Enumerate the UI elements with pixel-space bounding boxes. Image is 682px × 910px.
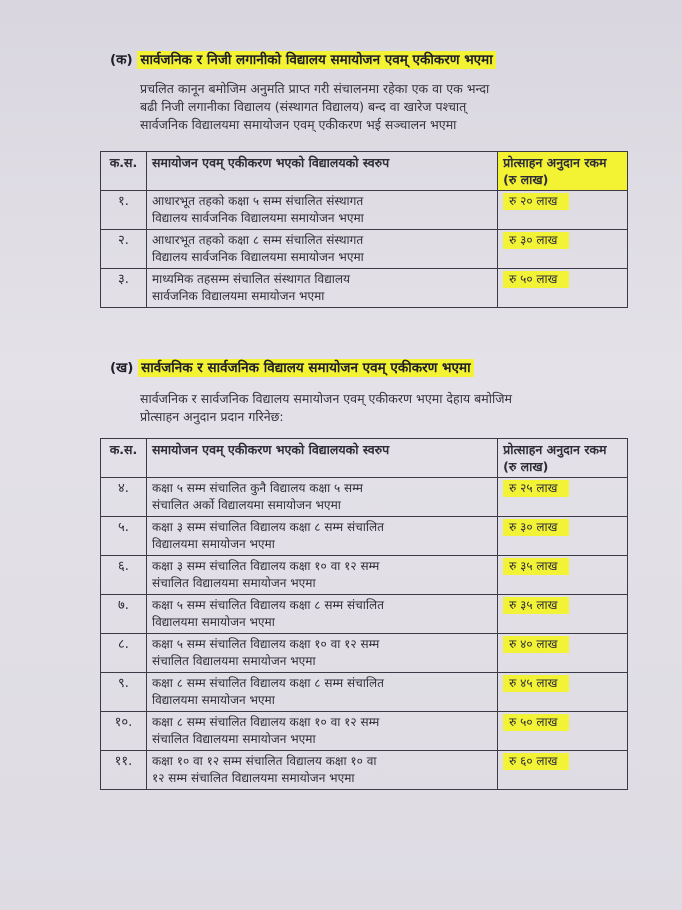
amount-value: रु ४० लाख bbox=[503, 636, 569, 653]
section-b-title bbox=[110, 358, 474, 376]
desc-line: कक्षा ५ सम्म संचालित विद्यालय कक्षा १० वा १२ सम्म bbox=[151, 637, 380, 651]
header-amount: प्रोत्साहन अनुदान रकम (रु लाख) bbox=[498, 439, 628, 478]
row-number: ८. bbox=[101, 634, 147, 673]
desc-line: संचालित अर्को विद्यालयमा समायोजन भएमा bbox=[151, 498, 341, 512]
row-number: ९. bbox=[101, 673, 147, 712]
desc-line: संचालित विद्यालयमा समायोजन भएमा bbox=[151, 732, 316, 746]
row-number: ७. bbox=[101, 595, 147, 634]
table-row bbox=[101, 751, 628, 790]
section-b-label: (ख) bbox=[110, 360, 134, 376]
row-number: २. bbox=[101, 230, 147, 269]
desc-line: कक्षा ५ सम्म संचालित कुनै विद्यालय कक्षा ५ सम्म bbox=[151, 481, 363, 495]
table-row bbox=[101, 230, 628, 269]
table-row bbox=[101, 517, 628, 556]
row-description bbox=[146, 751, 497, 790]
section-b-paragraph bbox=[140, 390, 512, 426]
amount-value: रु ५० लाख bbox=[503, 271, 569, 288]
row-amount bbox=[498, 191, 628, 230]
section-a-label: (क) bbox=[110, 52, 133, 68]
desc-line: विद्यालयमा समायोजन भएमा bbox=[151, 693, 275, 707]
paragraph-line: प्रचलित कानून बमोजिम अनुमति प्राप्त गरी संचालनमा रहेका एक वा एक भन्दा bbox=[140, 81, 490, 96]
row-description bbox=[146, 269, 497, 308]
row-amount bbox=[498, 712, 628, 751]
header-amount bbox=[498, 152, 628, 191]
amount-value: रु ४५ लाख bbox=[503, 675, 569, 692]
section-a-paragraph bbox=[140, 80, 489, 134]
paragraph-line: सार्वजनिक र सार्वजनिक विद्यालय समायोजन एवम् एकीकरण भएमा देहाय बमोजिम bbox=[140, 391, 512, 406]
desc-line: आधारभूत तहको कक्षा ५ सम्म संचालित संस्थागत bbox=[151, 194, 364, 208]
row-amount bbox=[498, 269, 628, 308]
row-description bbox=[146, 634, 497, 673]
desc-line: १२ सम्म संचालित विद्यालयमा समायोजन भएमा bbox=[151, 771, 355, 785]
row-amount bbox=[498, 556, 628, 595]
row-description bbox=[146, 517, 497, 556]
row-amount bbox=[498, 634, 628, 673]
amount-value: रु ३५ लाख bbox=[503, 597, 569, 614]
desc-line: कक्षा ३ सम्म संचालित विद्यालय कक्षा १० वा १२ सम्म bbox=[151, 559, 380, 573]
row-amount bbox=[498, 230, 628, 269]
table-row bbox=[101, 712, 628, 751]
header-type: समायोजन एवम् एकीकरण भएको विद्यालयको स्वरुप bbox=[146, 439, 497, 478]
row-number: ६. bbox=[101, 556, 147, 595]
desc-line: विद्यालयमा समायोजन भएमा bbox=[151, 537, 275, 551]
paragraph-line: प्रोत्साहन अनुदान प्रदान गरिनेछ: bbox=[140, 409, 284, 424]
desc-line: विद्यालय सार्वजनिक विद्यालयमा समायोजन भएमा bbox=[151, 211, 364, 225]
header-type: समायोजन एवम् एकीकरण भएको विद्यालयको स्वरुप bbox=[146, 152, 497, 191]
desc-line: माध्यमिक तहसम्म संचालित संस्थागत विद्यालय bbox=[151, 272, 350, 286]
row-description bbox=[146, 230, 497, 269]
row-description bbox=[146, 712, 497, 751]
desc-line: विद्यालयमा समायोजन भएमा bbox=[151, 615, 275, 629]
amount-value: रु ३० लाख bbox=[503, 232, 569, 249]
row-number: १. bbox=[101, 191, 147, 230]
header-sn: क.स. bbox=[101, 439, 147, 478]
section-a-heading: सार्वजनिक र निजी लगानीको विद्यालय समायोजन एवम् एकीकरण भएमा bbox=[137, 51, 495, 69]
table-row bbox=[101, 634, 628, 673]
table-row bbox=[101, 269, 628, 308]
amount-value: रु ६० लाख bbox=[503, 753, 569, 770]
amount-value: रु ३० लाख bbox=[503, 519, 569, 536]
section-a-title bbox=[110, 50, 496, 68]
section-b-table bbox=[100, 438, 628, 790]
desc-line: सार्वजनिक विद्यालयमा समायोजन भएमा bbox=[151, 289, 325, 303]
desc-line: विद्यालय सार्वजनिक विद्यालयमा समायोजन भएमा bbox=[151, 250, 364, 264]
table-row bbox=[101, 673, 628, 712]
desc-line: कक्षा ३ सम्म संचालित विद्यालय कक्षा ८ सम्म संचालित bbox=[151, 520, 384, 534]
section-a-table bbox=[100, 151, 628, 308]
table-row bbox=[101, 191, 628, 230]
paragraph-line: सार्वजनिक विद्यालयमा समायोजन एवम् एकीकरण भई सञ्चालन भएमा bbox=[140, 117, 457, 132]
amount-value: रु ५० लाख bbox=[503, 714, 569, 731]
header-amount-text: प्रोत्साहन अनुदान रकम (रु लाख) bbox=[498, 152, 627, 190]
row-amount bbox=[498, 673, 628, 712]
row-description bbox=[146, 556, 497, 595]
row-description bbox=[146, 673, 497, 712]
row-number: ५. bbox=[101, 517, 147, 556]
table-row bbox=[101, 556, 628, 595]
desc-line: कक्षा १० वा १२ सम्म संचालित विद्यालय कक्षा १० वा bbox=[151, 754, 377, 768]
desc-line: कक्षा ५ सम्म संचालित विद्यालय कक्षा ८ सम्म संचालित bbox=[151, 598, 384, 612]
row-amount bbox=[498, 478, 628, 517]
desc-line: कक्षा ८ सम्म संचालित विद्यालय कक्षा १० वा १२ सम्म bbox=[151, 715, 380, 729]
amount-value: रु ३५ लाख bbox=[503, 558, 569, 575]
row-description bbox=[146, 478, 497, 517]
amount-value: रु २० लाख bbox=[503, 193, 569, 210]
table-header-row bbox=[101, 152, 628, 191]
row-number: ११. bbox=[101, 751, 147, 790]
table-row bbox=[101, 478, 628, 517]
paragraph-line: बढी निजी लगानीका विद्यालय (संस्थागत विद्यालय) बन्द वा खारेज पश्चात् bbox=[140, 99, 467, 114]
amount-value: रु २५ लाख bbox=[503, 480, 569, 497]
row-description bbox=[146, 191, 497, 230]
desc-line: कक्षा ८ सम्म संचालित विद्यालय कक्षा ८ सम्म संचालित bbox=[151, 676, 384, 690]
desc-line: संचालित विद्यालयमा समायोजन भएमा bbox=[151, 654, 316, 668]
row-amount bbox=[498, 595, 628, 634]
row-amount bbox=[498, 517, 628, 556]
desc-line: संचालित विद्यालयमा समायोजन भएमा bbox=[151, 576, 316, 590]
row-number: १०. bbox=[101, 712, 147, 751]
row-number: ३. bbox=[101, 269, 147, 308]
table-header-row bbox=[101, 439, 628, 478]
row-number: ४. bbox=[101, 478, 147, 517]
table-row bbox=[101, 595, 628, 634]
header-sn: क.स. bbox=[101, 152, 147, 191]
row-description bbox=[146, 595, 497, 634]
desc-line: आधारभूत तहको कक्षा ८ सम्म संचालित संस्थागत bbox=[151, 233, 364, 247]
row-amount bbox=[498, 751, 628, 790]
section-b-heading: सार्वजनिक र सार्वजनिक विद्यालय समायोजन एवम् एकीकरण भएमा bbox=[138, 359, 474, 377]
